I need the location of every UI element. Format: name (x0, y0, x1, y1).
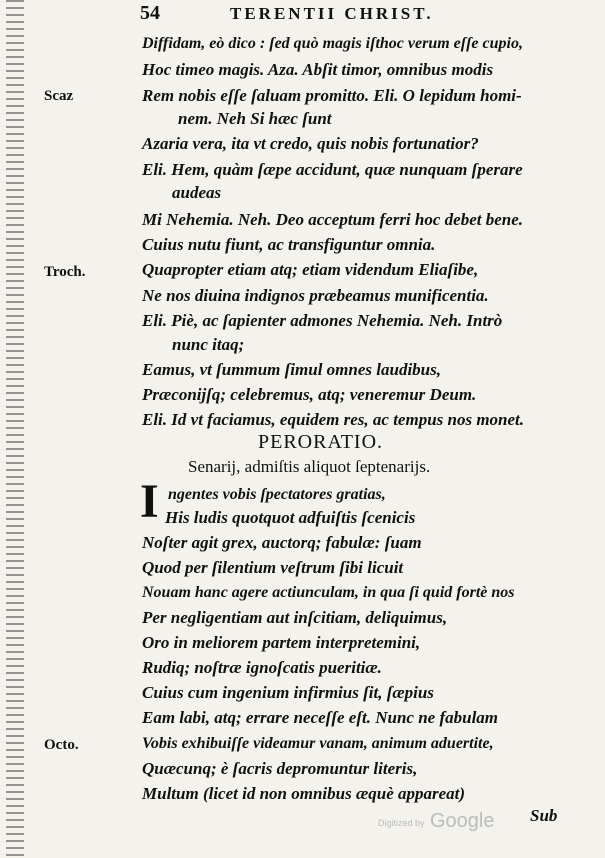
margin-note-troch: Troch. (44, 264, 86, 280)
watermark-brand: Google (430, 810, 495, 832)
text-line: audeas (172, 183, 222, 202)
margin-note-octo: Octo. (44, 737, 79, 753)
catchword: Sub (530, 806, 558, 825)
text-line: Quæcunq; è ſacris depromuntur literis, (142, 759, 418, 778)
section-subheading: Senarij, admiſtis aliquot ſeptenarijs. (188, 457, 431, 476)
running-title: TERENTII CHRIST. (230, 4, 434, 23)
text-line: Azaria vera, ita vt credo, quis nobis fortunatior? (142, 134, 479, 153)
text-line: Vobis exhibuiſſe videamur vanam, animum aduertite, (142, 735, 494, 752)
text-line: Noſter agit grex, auctorq; fabulæ: ſuam (142, 533, 422, 552)
text-line: Eamus, vt ſummum ſimul omnes laudibus, (142, 360, 441, 379)
page-edge-shadow (6, 0, 24, 858)
watermark-prefix: Digitized by (378, 818, 425, 828)
text-line: Eli. Piè, ac ſapienter admones Nehemia. Neh. Intrò (142, 311, 503, 330)
text-line: Hoc timeo magis. Aza. Abſit timor, omnibus modis (142, 60, 494, 79)
text-line: ngentes vobis ſpectatores gratias, (168, 486, 386, 503)
text-line: Eli. Id vt faciamus, equidem res, ac tempus nos monet. (142, 410, 525, 429)
text-line: Præconijſq; celebremus, atq; veneremur Deum. (142, 385, 477, 404)
text-line: Mi Nehemia. Neh. Deo acceptum ferri hoc debet bene. (142, 210, 524, 229)
text-line: His ludis quotquot adfuiſtis ſcenicis (165, 508, 416, 527)
drop-cap: I (140, 475, 159, 528)
text-line: nem. Neh Si hæc ſunt (178, 109, 332, 128)
text-line: Cuius cum ingenium infirmius ſit, ſæpius (142, 683, 434, 702)
text-line: Nouam hanc agere actiunculam, in qua ſi quid fortè nos (142, 584, 515, 601)
page-number: 54 (140, 2, 160, 24)
text-line: Per negligentiam aut inſcitiam, deliquimus, (142, 608, 448, 627)
text-line: Multum (licet id non omnibus æquè appareat) (142, 784, 466, 803)
text-line: nunc itaq; (172, 335, 245, 354)
text-line: Eli. Hem, quàm ſæpe accidunt, quæ nunquam ſperare (142, 160, 523, 179)
text-line: Quapropter etiam atq; etiam videndum Eliaſibe, (142, 260, 479, 279)
text-line: Cuius nutu fiunt, ac transfiguntur omnia. (142, 235, 436, 254)
text-line: Quod per ſilentium veſtrum ſibi licuit (142, 558, 404, 577)
text-line: Oro in meliorem partem interpretemini, (142, 633, 421, 652)
text-line: Diffidam, eò dico : ſed quò magis iſthoc verum eſſe cupio, (142, 35, 523, 52)
text-line: Rudiq; noſtræ ignoſcatis pueritiæ. (142, 658, 382, 677)
text-line: Ne nos diuina indignos præbeamus munificentia. (142, 286, 489, 305)
text-line: Rem nobis eſſe ſaluam promitto. Eli. O lepidum homi- (142, 86, 522, 105)
text-line: Eam labi, atq; errare neceſſe eſt. Nunc ne fabulam (142, 708, 499, 727)
margin-note-scaz: Scaz (44, 88, 74, 104)
section-heading: PERORATIO. (258, 431, 384, 453)
